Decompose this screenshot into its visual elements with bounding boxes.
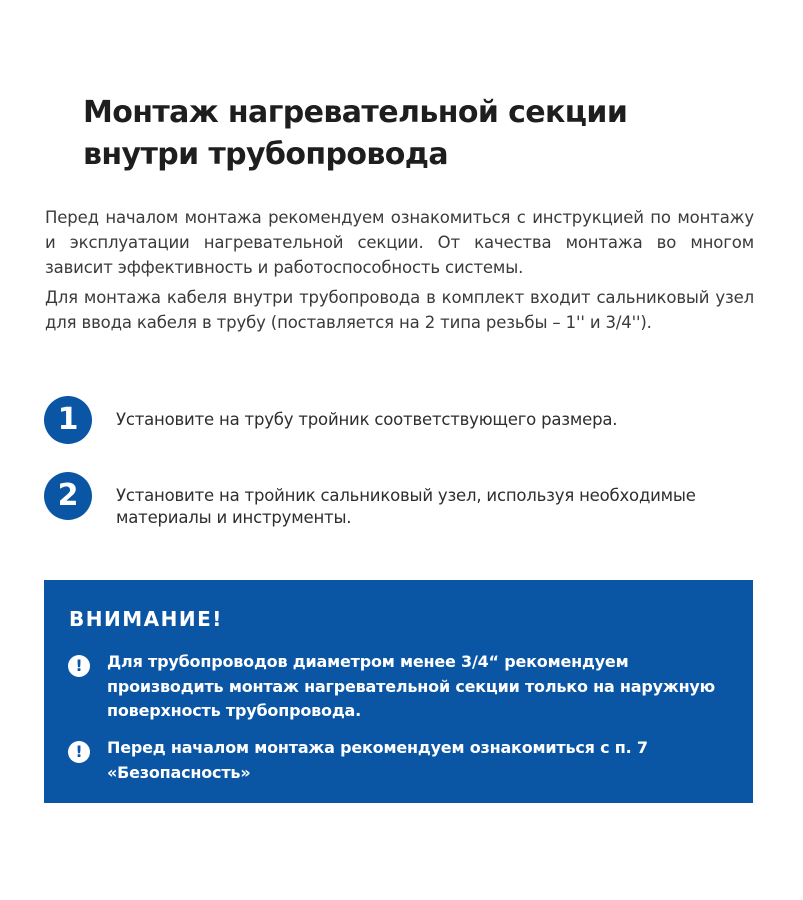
exclamation-circle-icon: ! bbox=[68, 741, 90, 763]
intro-section bbox=[45, 205, 754, 340]
page-title-line-2: внутри трубопровода bbox=[83, 137, 449, 172]
step-item-1 bbox=[44, 396, 759, 446]
warning-title: ВНИМАНИЕ! bbox=[69, 607, 223, 631]
page-title-line-1: Монтаж нагревательной секции bbox=[83, 95, 628, 130]
page-title bbox=[83, 92, 703, 176]
warning-box bbox=[44, 580, 753, 803]
exclamation-circle-icon: ! bbox=[68, 655, 90, 677]
step-number-badge: 1 bbox=[44, 396, 92, 444]
step-item-2 bbox=[44, 472, 759, 527]
step-number-badge: 2 bbox=[44, 472, 92, 520]
warning-text: Для трубопроводов диаметром менее 3/4“ рекомендуем производить монтаж нагревательной секции только на наружную поверхность трубопровода. bbox=[107, 652, 716, 720]
step-text: Установите на тройник сальниковый узел, используя необходимые материалы и инструменты. bbox=[116, 486, 696, 527]
warning-text: Перед началом монтажа рекомендуем ознакомиться с п. 7 «Безопасность» bbox=[107, 738, 648, 782]
intro-paragraph: Перед началом монтажа рекомендуем ознакомиться с инструкцией по монтажу и эксплуатации нагревательной секции. От качества монтажа во многом зависит эффективность и работоспособность системы. bbox=[45, 208, 754, 277]
step-text: Установите на трубу тройник соответствующего размера. bbox=[116, 410, 618, 429]
intro-paragraph: Для монтажа кабеля внутри трубопровода в комплект входит сальниковый узел для ввода кабеля в трубу (поставляется на 2 типа резьбы – 1'' и 3/4''). bbox=[45, 288, 754, 332]
